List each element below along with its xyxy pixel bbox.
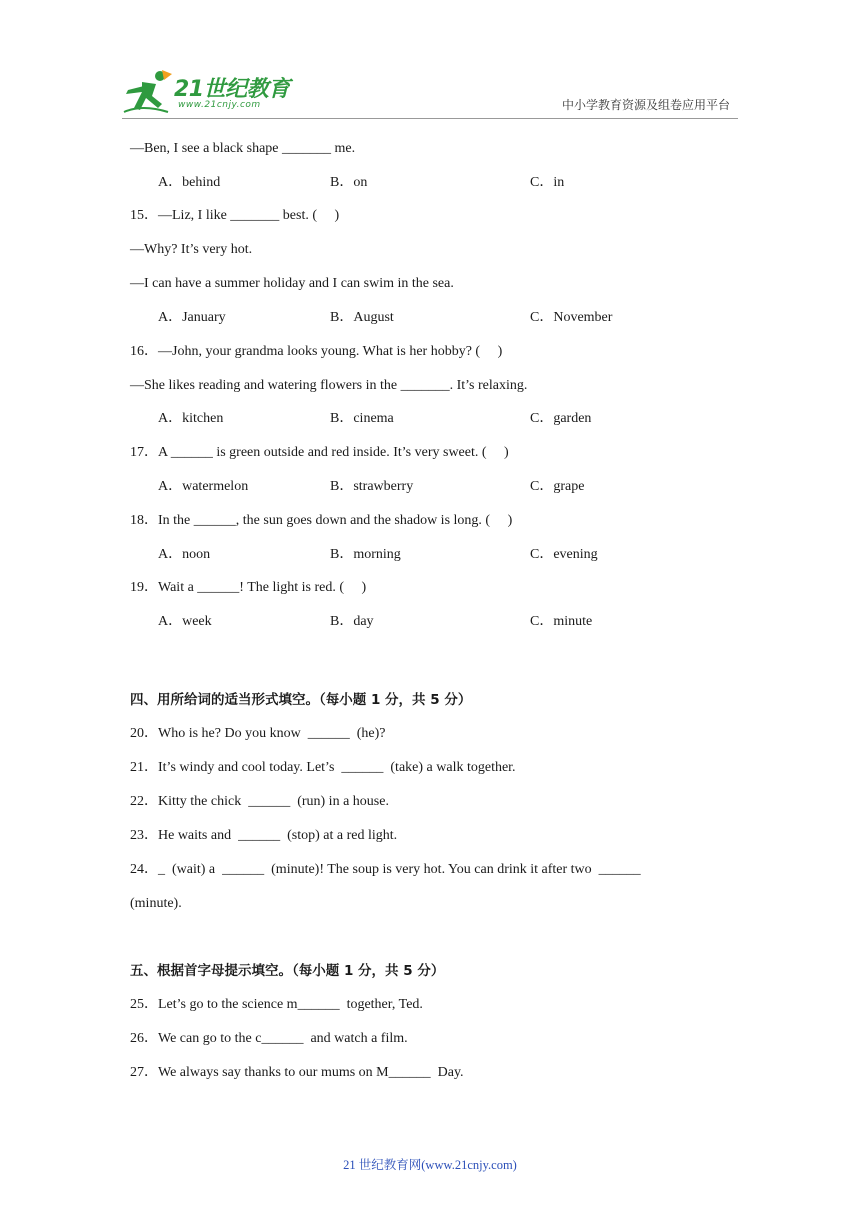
question-24-continued: (minute). xyxy=(130,896,182,911)
platform-tagline: 中小学教育资源及组卷应用平台 xyxy=(561,98,730,112)
question-21: 21．It’s windy and cool today. Let’s ______ (take) a walk together. xyxy=(130,760,516,775)
section-4-title: 四、用所给词的适当形式填空。（每小题 1 分，共 5 分） xyxy=(130,692,472,708)
question-line: —Ben, I see a black shape _______ me. xyxy=(130,141,356,156)
option-a: A．noon xyxy=(158,547,211,562)
header-divider xyxy=(122,118,738,119)
option-b: B．on xyxy=(330,175,368,190)
option-b: B．strawberry xyxy=(330,479,414,494)
question-line: 16．—John, your grandma looks young. What is her hobby? ( ) xyxy=(130,344,503,359)
question-22: 22．Kitty the chick ______ (run) in a house. xyxy=(130,794,389,809)
option-c: C．November xyxy=(530,310,613,325)
option-c: C．evening xyxy=(530,547,598,562)
option-a: A．watermelon xyxy=(158,479,249,494)
option-a: A．January xyxy=(158,310,226,325)
section-5-title: 五、根据首字母提示填空。（每小题 1 分，共 5 分） xyxy=(130,963,445,979)
question-26: 26．We can go to the c______ and watch a film. xyxy=(130,1031,408,1046)
option-a: A．week xyxy=(158,614,212,629)
question-line: 19．Wait a ______! The light is red. ( ) xyxy=(130,580,367,595)
option-b: B．cinema xyxy=(330,411,394,426)
page-header xyxy=(0,0,860,130)
question-24: 24．_ (wait) a ______ (minute)! The soup is very hot. You can drink it after two ______ xyxy=(130,862,641,877)
site-logo xyxy=(122,68,292,116)
question-25: 25．Let’s go to the science m______ together, Ted. xyxy=(130,997,423,1012)
logo-url: www.21cnjy.com xyxy=(178,100,261,110)
runner-logo-icon xyxy=(122,68,174,116)
option-b: B．day xyxy=(330,614,374,629)
question-27: 27．We always say thanks to our mums on M______ Day. xyxy=(130,1065,464,1080)
question-line: —I can have a summer holiday and I can swim in the sea. xyxy=(130,276,454,291)
option-c: C．minute xyxy=(530,614,593,629)
page-footer: 21 世纪教育网(www.21cnjy.com) xyxy=(343,1158,517,1172)
question-line: —She likes reading and watering flowers in the _______. It’s relaxing. xyxy=(130,378,528,393)
question-23: 23．He waits and ______ (stop) at a red light. xyxy=(130,828,398,843)
question-line: 15．—Liz, I like _______ best. ( ) xyxy=(130,208,340,223)
option-a: A．kitchen xyxy=(158,411,224,426)
question-20: 20．Who is he? Do you know ______ (he)? xyxy=(130,726,386,741)
option-b: B．morning xyxy=(330,547,401,562)
option-c: C．in xyxy=(530,175,565,190)
question-line: 17．A ______ is green outside and red inside. It’s very sweet. ( ) xyxy=(130,445,509,460)
question-line: 18．In the ______, the sun goes down and the shadow is long. ( ) xyxy=(130,513,513,528)
option-a: A．behind xyxy=(158,175,221,190)
option-c: C．garden xyxy=(530,411,592,426)
option-c: C．grape xyxy=(530,479,585,494)
logo-text: 21世纪教育 xyxy=(174,77,290,102)
question-line: —Why? It’s very hot. xyxy=(130,242,253,257)
option-b: B．August xyxy=(330,310,394,325)
